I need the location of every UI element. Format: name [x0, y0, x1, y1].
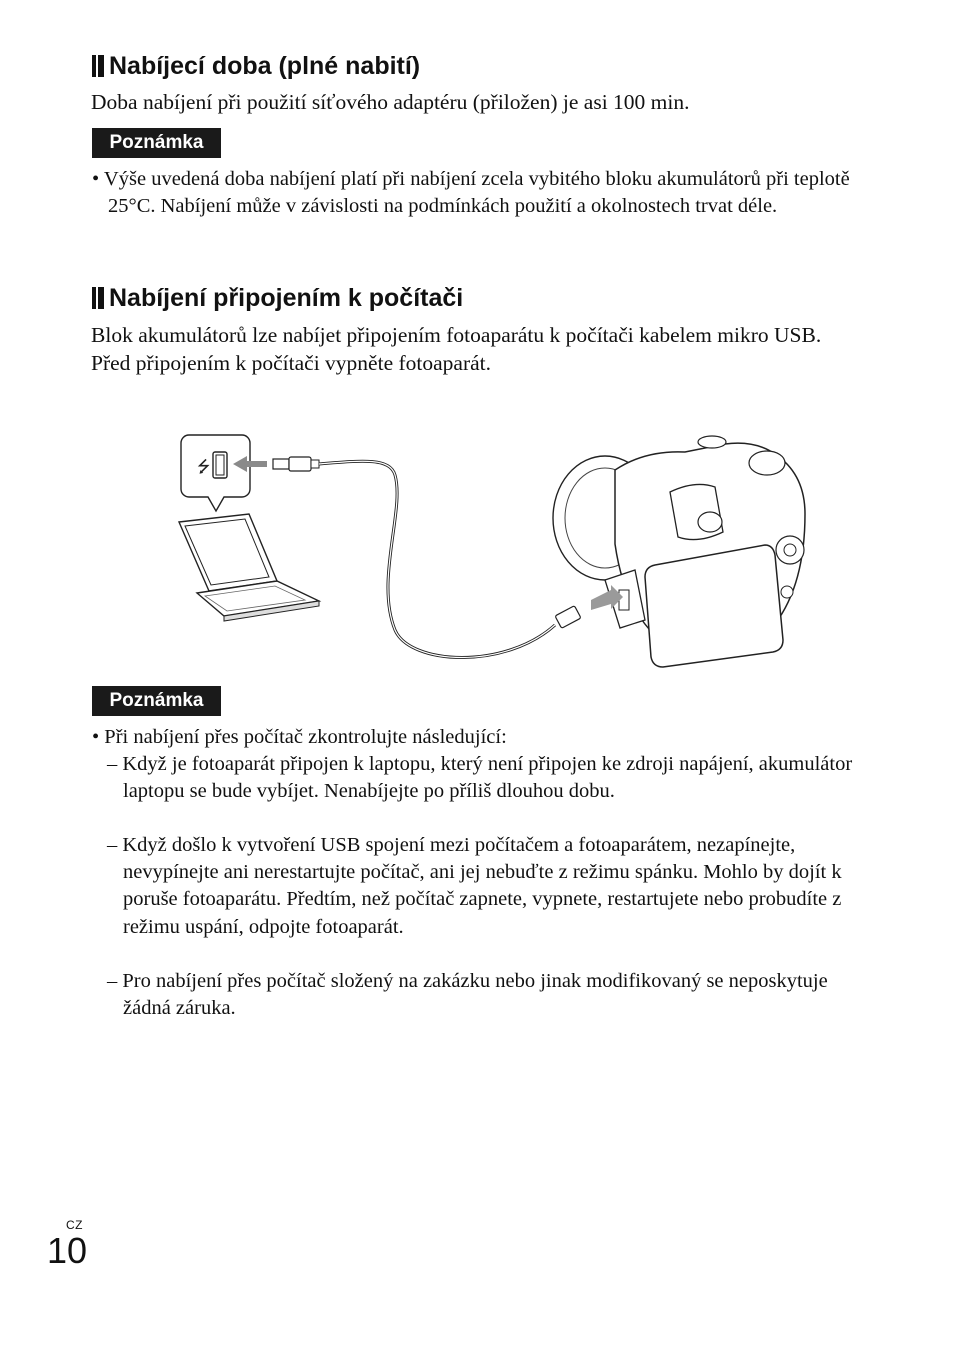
- note-badge: Poznámka: [92, 128, 221, 158]
- usb-port-icon: [181, 435, 250, 511]
- charging-time-text: Doba nabíjení při použití síťového adaptéru (přiložen) je asi 100 min.: [91, 90, 690, 114]
- pc-charging-text: [91, 322, 871, 377]
- pc-charging-line2: Před připojením k počítači vypněte fotoaparát.: [91, 350, 492, 375]
- note-bullet: • Výše uvedená doba nabíjení platí při nabíjení zcela vybitého bloku akumulátorů při teplotě 25°C. Nabíjení může v závislosti na podmínkách použití a okolnostech trvat déle.: [92, 168, 850, 218]
- page-number: 10: [47, 1230, 88, 1271]
- note-dash-item: – Když je fotoaparát připojen k laptopu, který není připojen ke zdroji napájení, akumulátor laptopu se bude vybíjet. Nenabíjejte po příliš dlouhou dobu.: [107, 753, 853, 803]
- heading-marker-icon: [92, 287, 104, 309]
- heading-marker-icon: [92, 55, 104, 77]
- heading-pc-charging: [92, 283, 463, 313]
- usb-connection-illustration: [175, 430, 815, 675]
- heading-text: Nabíjecí doba (plné nabití): [109, 52, 421, 80]
- laptop-icon: [179, 514, 319, 621]
- usb-symbol: ⭍: [197, 457, 211, 476]
- usb-cable-icon: [273, 457, 581, 658]
- note-badge: Poznámka: [92, 686, 221, 716]
- camera-icon: [553, 436, 805, 667]
- pc-charging-line1: Blok akumulátorů lze nabíjet připojením fotoaparátu k počítači kabelem mikro USB.: [91, 323, 822, 347]
- heading-text: Nabíjení připojením k počítači: [109, 284, 464, 312]
- note-dash-item: – Když došlo k vytvoření USB spojení mezi počítačem a fotoaparátem, nezapínejte, nevypínejte ani nerestartujte počítač, ani jej nebuďte z režimu spánku. Mohlo by dojít k poruše fotoaparátu. Předtím, než počítač zapnete, vypnete, restartujete nebo probudíte z režimu uspání, odpojte fotoaparát.: [107, 834, 842, 938]
- note-bullet: • Při nabíjení přes počítač zkontrolujte následující:: [92, 726, 507, 748]
- heading-charging-time: [92, 51, 420, 81]
- note-dash-item: – Pro nabíjení přes počítač složený na zakázku nebo jinak modifikovaný se neposkytuje žádná záruka.: [107, 970, 828, 1020]
- language-code: CZ: [66, 1218, 83, 1232]
